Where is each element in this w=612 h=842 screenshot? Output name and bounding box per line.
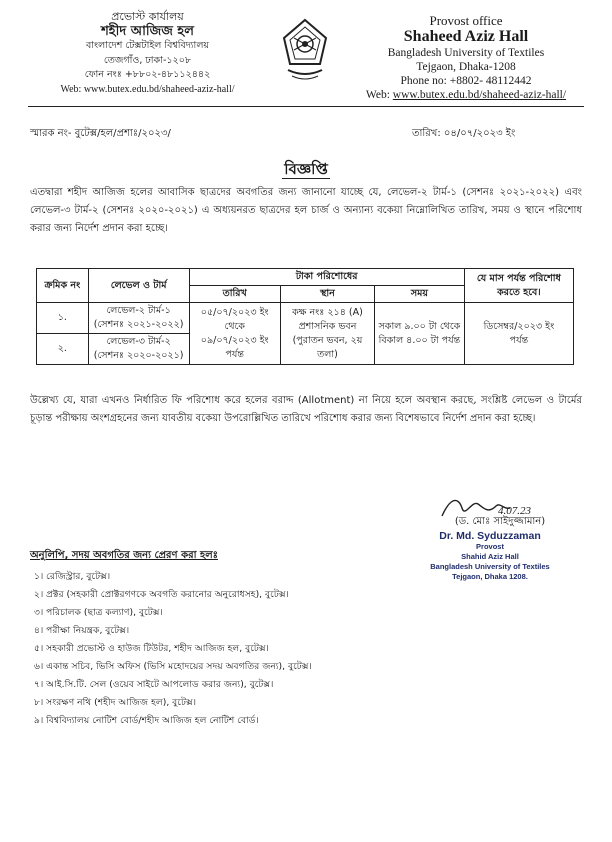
header-time: সময় (375, 286, 465, 303)
notice-title: বিজ্ঞপ্তি (284, 160, 328, 178)
payment-deadline: ডিসেম্বর/২০২৩ ইং পর্যন্ত (464, 303, 573, 365)
payment-place: কক্ষ নংঃ ২১৪ (A) প্রশাসনিক ভবন (পুরাতন ভবন, ২য় তলা) (280, 303, 374, 365)
provost-stamp (405, 530, 575, 582)
payment-time: সকাল ৯.০০ টা থেকে বিকাল ৪.০০ টা পর্যন্ত (375, 303, 465, 365)
address-bn: তেজগাঁও, ঢাকা-১২০৮ (103, 54, 192, 66)
row-serial: ২. (37, 334, 89, 365)
svg-text:4.07.23: 4.07.23 (498, 505, 531, 517)
list-item: ১। রেজিস্ট্রার, বুটেক্স। (34, 571, 111, 582)
signatory-name-bn: (ড. মোঃ সাইদুজ্জামান) (454, 516, 546, 527)
memo-reference: স্মারক নং- বুটেক্স/হল/প্রশাঃ/২০২৩/ (30, 128, 171, 139)
phone-bn: ফোন নংঃ +৮৮০২-৪৮১১২৪৪২ (84, 69, 211, 80)
stamp-title: Provost (476, 542, 504, 551)
stamp-university: Bangladesh University of Textiles (430, 562, 550, 571)
intro-paragraph: এতদ্বারা শহীদ আজিজ হলের আবাসিক ছাত্রদের অবগতির জন্য জানানো যাচ্ছে যে, লেভেল-২ টার্ম-১ (সেশনঃ ২০২১-২০২২) এবং লেভেল-৩ টার্ম-২ (সেশনঃ ২০২০-২০২১) এ অধ্যয়নরত ছাত্রদের হল চার্জ ও অন্যান্য বকেয়া নিম্নোলিখিত তারিখ, সময় ও স্থানে পরিশোধ করার জন্য নির্দেশ প্রদান করা হচ্ছে। (30, 187, 582, 234)
header-divider (28, 106, 584, 107)
university-logo (280, 18, 330, 84)
header-bangla (20, 10, 275, 97)
website-en: Web: www.butex.edu.bd/shaheed-aziz-hall/ (365, 89, 567, 101)
hall-name-en: Shaheed Aziz Hall (403, 28, 529, 45)
payment-date: ০৫/০৭/২০২৩ ইং থেকে ০৯/০৭/২০২৩ ইং পর্যন্ত (189, 303, 280, 365)
stamp-hall: Shahid Aziz Hall (461, 552, 519, 561)
row-level: লেভেল-২ টার্ম-১ (সেশনঃ ২০২১-২০২২) (88, 303, 189, 334)
address-en: Tejgaon, Dhaka-1208 (416, 61, 516, 73)
list-item: ৯। বিশ্ববিদ্যালয় নোটিশ বোর্ড/শহীদ আজিজ হল নোটিশ বোর্ড। (34, 715, 259, 726)
memo-date: তারিখ: ০৪/০৭/২০২৩ ইং (412, 128, 516, 139)
hall-name-bn: শহীদ আজিজ হল (101, 23, 194, 39)
header-level: লেভেল ও টার্ম (88, 269, 189, 303)
office-name-en: Provost office (429, 13, 503, 28)
header-date: তারিখ (189, 286, 280, 303)
list-item: ৭। আই.সি.টি. সেল (ওয়েব সাইটে আপলোড করার জন্য), বুটেক্স। (34, 679, 274, 690)
university-name-en: Bangladesh University of Textiles (387, 47, 545, 59)
office-name-bn: প্রভোস্ট কার্যালয় (111, 10, 184, 23)
list-item: ৮। সংরক্ষণ নথি (শহীদ আজিজ হল), বুটেক্স। (34, 697, 197, 708)
list-item: ২। প্রক্টর (সহকারী প্রোক্টরগণকে অবগতি করানোর অনুরোধসহ), বুটেক্স। (34, 589, 289, 600)
header-english (330, 14, 602, 102)
payment-schedule-table (36, 268, 574, 365)
header-place: স্থান (280, 286, 374, 303)
website-bn: Web: www.butex.edu.bd/shaheed-aziz-hall/ (60, 83, 235, 95)
list-item: ৩। পরিচালক (ছাত্র কল্যাণ), বুটেক্স। (34, 607, 163, 618)
row-serial: ১. (37, 303, 89, 334)
stamp-address: Tejgaon, Dhaka 1208. (452, 572, 528, 581)
table-row (37, 303, 574, 334)
header-serial: ক্রমিক নং (37, 269, 89, 303)
website-link[interactable]: www.butex.edu.bd/shaheed-aziz-hall/ (392, 89, 567, 101)
phone-en: Phone no: +8802- 48112442 (400, 75, 532, 87)
copy-to-list (34, 568, 312, 730)
list-item: ৫। সহকারী প্রভোস্ট ও হাউজ টিউটর, শহীদ আজিজ হল, বুটেক্স। (34, 643, 269, 654)
signatory (400, 516, 600, 528)
header-deadline: যে মাস পর্যন্ত পরিশোধ করতে হবে। (464, 269, 573, 303)
note-paragraph: উল্লেখ্য যে, যারা এখনও নির্ধারিত ফি পরিশোধ করে হলের বরাদ্দ (Allotment) না নিয়ে হলে অবস্থান করছে, সংশ্লিষ্ট লেভেল ও টার্মের চূড়ান্ত পরীক্ষায় অংশগ্রহনের জন্য যাবতীয় বকেয়া উপরোল্লিখিত তারিখে পরিশোধ করার জন্য বিশেষভাবে নির্দেশ প্রদান করা হচ্ছে। (30, 395, 582, 424)
row-level: লেভেল-৩ টার্ম-২ (সেশনঃ ২০২০-২০২১) (88, 334, 189, 365)
list-item: ৪। পরীক্ষা নিয়ন্ত্রক, বুটেক্স। (34, 625, 130, 636)
table-header-row (37, 269, 574, 286)
university-name-bn: বাংলাদেশ টেক্সটাইল বিশ্ববিদ্যালয় (85, 40, 209, 51)
header-payment-group: টাকা পরিশোধের (189, 269, 464, 286)
list-item: ৬। একান্ত সচিব, ভিসি অফিস (ভিসি মহোদয়ের সদয় অবগতির জন্য), বুটেক্স। (34, 661, 312, 672)
copy-to-heading: অনুলিপি, সদয় অবগতির জন্য প্রেরণ করা হলঃ (30, 550, 218, 561)
stamp-name: Dr. Md. Syduzzaman (439, 530, 541, 542)
